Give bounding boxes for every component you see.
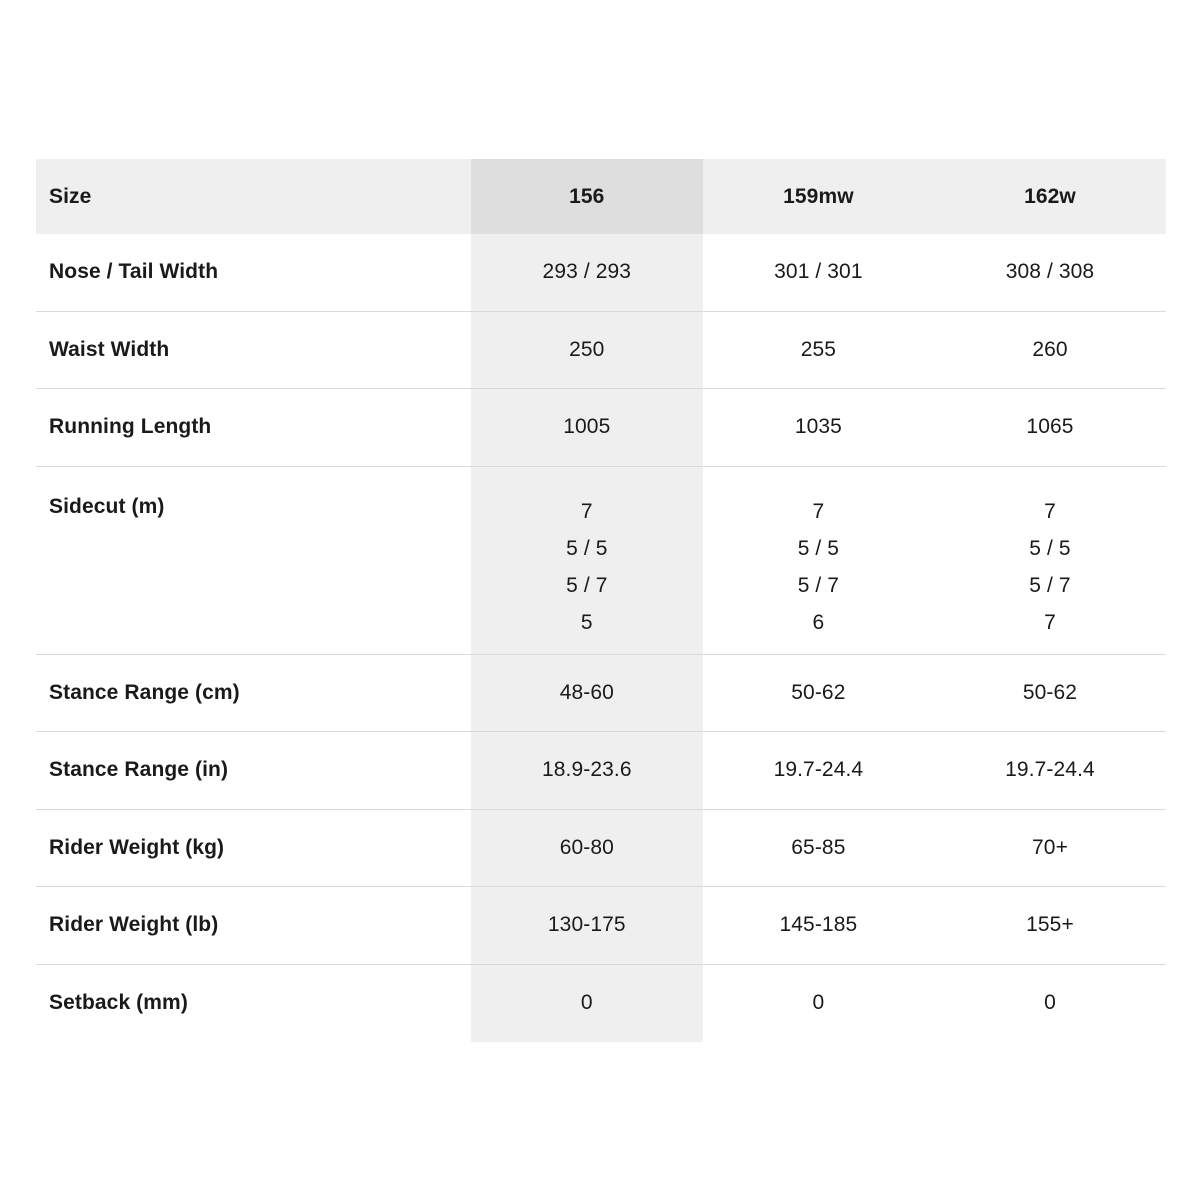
row-value: 65-85	[791, 835, 846, 859]
row-value: 0	[471, 965, 703, 1043]
row-label: Waist Width	[49, 337, 170, 361]
table-row	[36, 887, 1166, 965]
sidecut-stack	[798, 493, 839, 641]
sidecut-value: 5 / 7	[566, 573, 608, 597]
sidecut-value: 7	[1044, 610, 1056, 634]
row-value: 260	[1032, 337, 1068, 361]
row-value: 60-80	[471, 810, 703, 887]
row-value	[471, 467, 703, 654]
table-row	[36, 312, 1166, 390]
row-value: 19.7-24.4	[773, 758, 864, 782]
row-label-text: Sidecut (m)	[49, 494, 165, 518]
sidecut-value: 5 / 5	[1029, 536, 1071, 560]
sidecut-value: 5 / 5	[797, 536, 840, 560]
table-row	[36, 732, 1166, 810]
row-label: Stance Range (in)	[49, 758, 229, 782]
row-value: 1065	[1026, 415, 1074, 439]
sidecut-stack	[566, 493, 607, 641]
sidecut-value: 5 / 7	[797, 573, 840, 597]
sidecut-stack	[1029, 493, 1070, 641]
row-value	[934, 467, 1166, 654]
table-header-row	[36, 159, 1166, 234]
row-value: 0	[1044, 991, 1056, 1015]
header-size-156: 156	[471, 159, 703, 234]
sidecut-value: 7	[1044, 499, 1056, 523]
spec-table	[36, 159, 1166, 1042]
row-value: 19.7-24.4	[1005, 758, 1095, 782]
sidecut-value: 5	[580, 610, 593, 634]
row-label	[36, 467, 471, 654]
header-size-159mw: 159mw	[783, 184, 854, 208]
row-value: 18.9-23.6	[471, 732, 703, 809]
row-value: 301 / 301	[774, 260, 863, 284]
row-label: Rider Weight (lb)	[49, 913, 219, 937]
row-value: 145-185	[779, 913, 858, 937]
row-value: 130-175	[471, 887, 703, 964]
row-value: 155+	[1026, 913, 1074, 937]
row-value: 48-60	[471, 655, 703, 732]
sidecut-value: 7	[580, 499, 593, 523]
row-value: 1035	[794, 415, 842, 439]
row-value: 250	[471, 312, 703, 389]
sidecut-value: 5 / 5	[566, 536, 608, 560]
row-value: 50-62	[1022, 680, 1078, 704]
row-label: Running Length	[49, 415, 212, 439]
row-label: Setback (mm)	[49, 991, 188, 1015]
table-row	[36, 965, 1166, 1043]
row-value: 293 / 293	[471, 234, 703, 311]
table-row	[36, 810, 1166, 888]
row-value: 255	[800, 337, 837, 361]
table-row	[36, 467, 1166, 655]
header-label: Size	[49, 184, 92, 208]
table-row	[36, 655, 1166, 733]
sidecut-value: 6	[812, 610, 825, 634]
row-label: Rider Weight (kg)	[49, 835, 225, 859]
table-row	[36, 234, 1166, 312]
sidecut-value: 7	[812, 499, 825, 523]
row-value: 1005	[471, 389, 703, 466]
row-value: 308 / 308	[1005, 260, 1095, 284]
row-label: Stance Range (cm)	[49, 680, 240, 704]
row-value	[703, 467, 935, 654]
header-size-162w: 162w	[1024, 184, 1076, 208]
sidecut-value: 5 / 7	[1029, 573, 1071, 597]
row-value: 70+	[1032, 835, 1068, 859]
table-row	[36, 389, 1166, 467]
row-value: 50-62	[791, 680, 846, 704]
row-label: Nose / Tail Width	[49, 260, 219, 284]
row-value: 0	[812, 991, 825, 1015]
